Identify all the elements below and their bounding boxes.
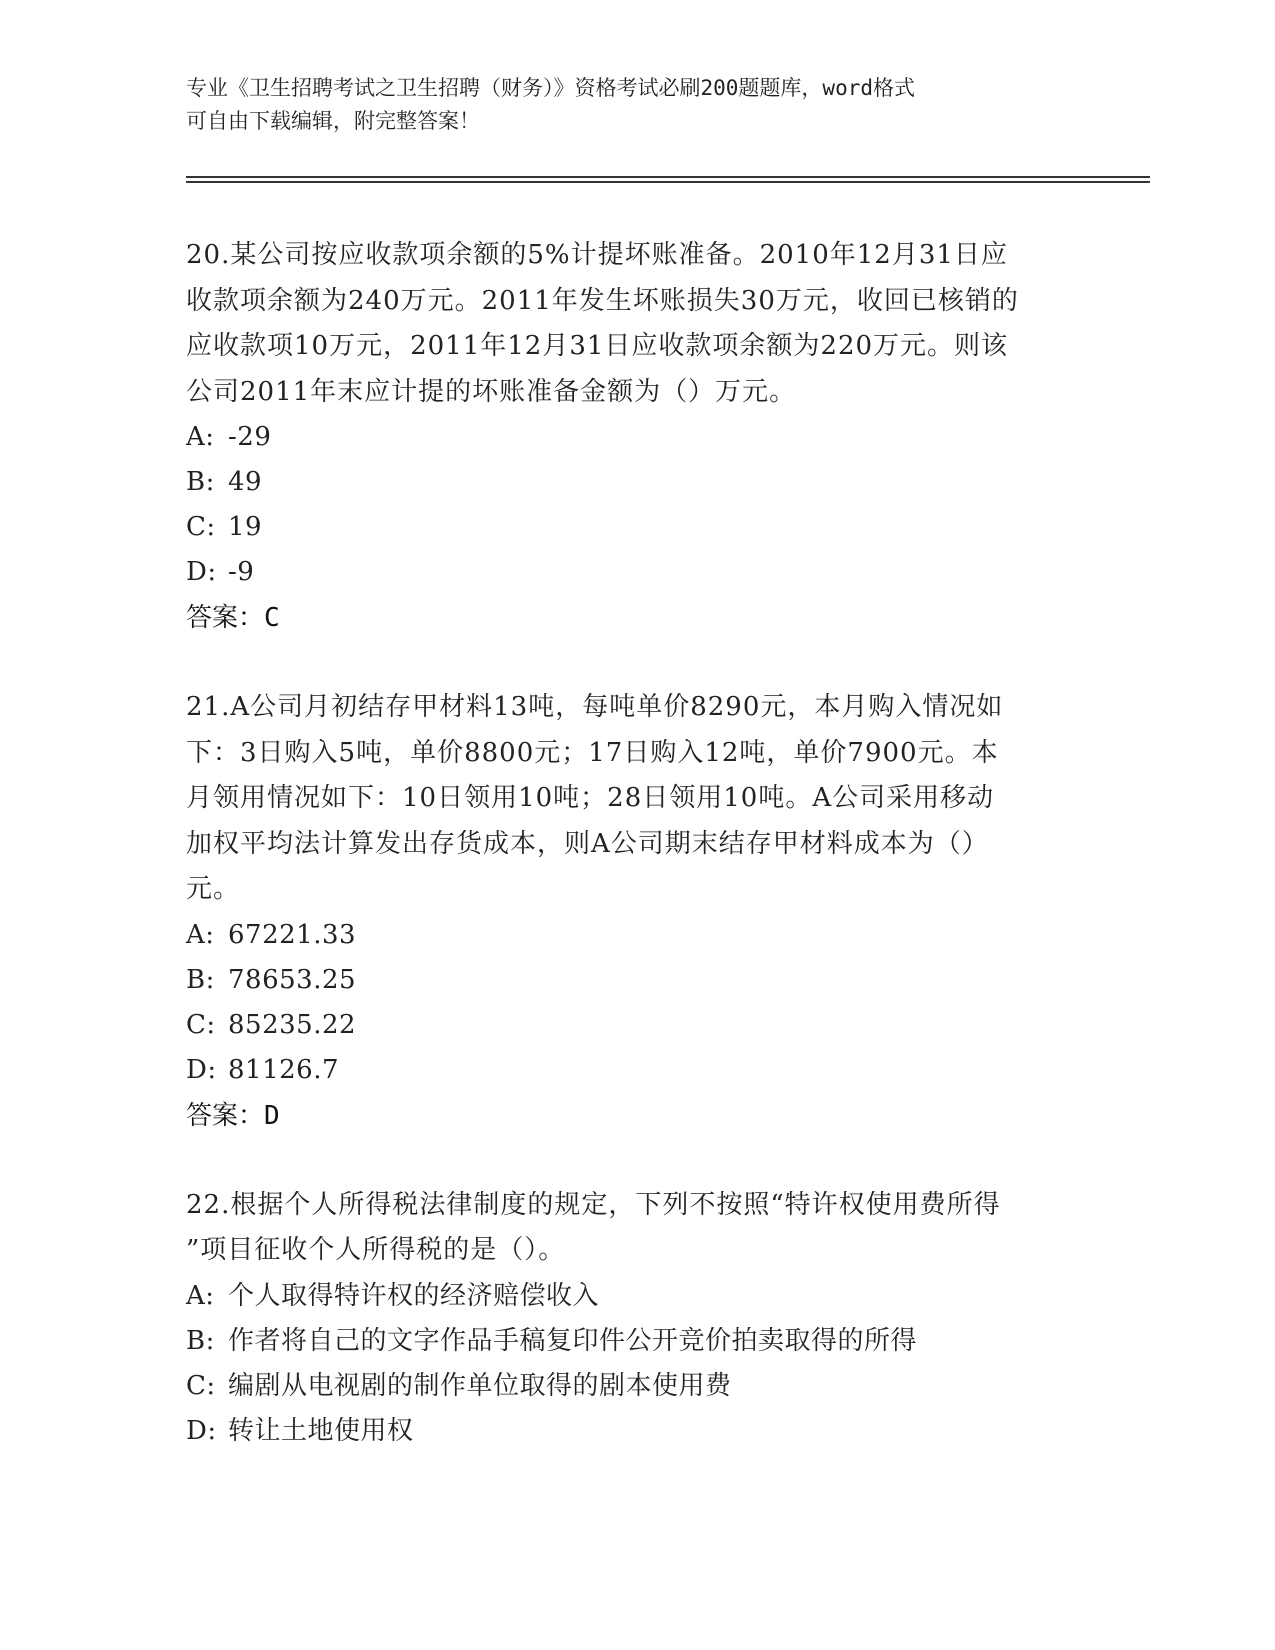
question-text-line: 应收款项10万元，2011年12月31日应收款项余额为220万元。则该: [186, 331, 1009, 361]
question-text: [186, 233, 1086, 415]
question-text-line: 月领用情况如下：10日领用10吨；28日领用10吨。A公司采用移动: [186, 783, 995, 813]
option-label: C:: [186, 1009, 216, 1040]
option-c: [186, 1364, 1086, 1409]
question-list: [186, 233, 1086, 1454]
option-text: 78653.25: [228, 964, 357, 995]
option-label: A:: [186, 422, 215, 452]
option-d: [186, 1409, 1086, 1454]
option-a: [186, 415, 1086, 460]
option-label: A:: [186, 1280, 215, 1311]
option-label: B:: [186, 1325, 215, 1356]
option-text: 个人取得特许权的经济赔偿收入: [228, 1280, 600, 1311]
option-text: 81126.7: [228, 1054, 340, 1085]
option-c: [186, 505, 1086, 550]
question-text-line: ”项目征收个人所得税的是（）。: [186, 1235, 566, 1265]
option-text: -29: [228, 422, 272, 452]
header-line-1: 专业《卫生招聘考试之卫生招聘（财务）》资格考试必刷200题题库，word格式: [186, 76, 915, 100]
option-text: 67221.33: [228, 919, 357, 950]
option-label: C:: [186, 1370, 216, 1401]
question-text-line: 22.根据个人所得税法律制度的规定，下列不按照“特许权使用费所得: [186, 1189, 1001, 1220]
question-text-line: 收款项余额为240万元。2011年发生坏账损失30万元，收回已核销的: [186, 285, 1019, 316]
option-text: 编剧从电视剧的制作单位取得的剧本使用费: [228, 1370, 732, 1401]
question-22: [186, 1183, 1086, 1454]
option-text: 85235.22: [228, 1009, 357, 1040]
question-text-line: 20.某公司按应收款项余额的5%计提坏账准备。2010年12月31日应: [186, 240, 1008, 270]
option-a: [186, 913, 1086, 958]
question-text-line: 元。: [186, 874, 241, 904]
header-divider-bottom: [186, 181, 1150, 183]
question-text: [186, 685, 1086, 913]
question-text-line: 加权平均法计算发出存货成本，则A公司期末结存甲材料成本为（）: [186, 828, 989, 859]
question-text-line: 21.A公司月初结存甲材料13吨，每吨单价8290元，本月购入情况如: [186, 692, 1004, 722]
option-d: [186, 550, 1086, 595]
option-a: [186, 1274, 1086, 1319]
header-divider-top: [186, 176, 1150, 178]
option-b: [186, 460, 1086, 505]
option-label: B:: [186, 467, 215, 497]
option-text: -9: [228, 557, 255, 587]
option-text: 作者将自己的文字作品手稿复印件公开竞价拍卖取得的所得: [228, 1325, 918, 1356]
question-spacer: [186, 1139, 1086, 1183]
option-label: B:: [186, 964, 215, 995]
question-21: [186, 685, 1086, 1139]
option-text: 49: [228, 467, 263, 497]
answer-line: 答案：C: [186, 603, 280, 633]
option-c: [186, 1003, 1086, 1048]
option-label: D:: [186, 1054, 217, 1085]
option-label: C:: [186, 512, 216, 542]
question-text-line: 下：3日购入5吨，单价8800元；17日购入12吨，单价7900元。本: [186, 737, 999, 768]
answer-line: 答案：D: [186, 1100, 280, 1131]
question-spacer: [186, 641, 1086, 685]
option-text: 19: [228, 512, 263, 542]
option-label: D:: [186, 557, 217, 587]
option-label: A:: [186, 919, 215, 950]
question-20: [186, 233, 1086, 641]
option-b: [186, 958, 1086, 1003]
option-d: [186, 1048, 1086, 1093]
option-b: [186, 1319, 1086, 1364]
document-header: [186, 72, 1066, 138]
option-label: D:: [186, 1415, 217, 1446]
header-line-2: 可自由下载编辑，附完整答案！: [186, 109, 480, 133]
question-text-line: 公司2011年末应计提的坏账准备金额为（）万元。: [186, 376, 797, 407]
question-text: [186, 1183, 1086, 1274]
option-text: 转让土地使用权: [228, 1415, 414, 1446]
